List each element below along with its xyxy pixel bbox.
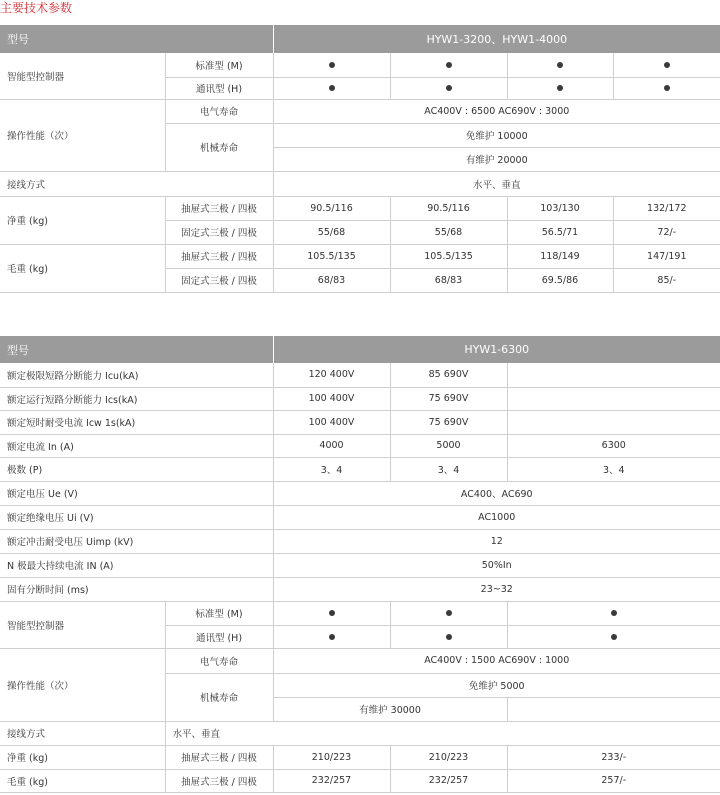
table-row <box>0 53 720 77</box>
electrical-life-value: AC400V : 1500 AC690V : 1000 <box>273 648 720 673</box>
net-weight-fixed-label: 固定式三极 / 四极 <box>165 220 273 244</box>
spec-table-hyw1-6300 <box>0 336 720 793</box>
table-cell: 85/- <box>613 268 720 292</box>
table-cell: 55/68 <box>390 220 507 244</box>
gross-weight-fixed-label: 固定式三极 / 四极 <box>165 268 273 292</box>
operation-label: 操作性能（次） <box>0 99 165 171</box>
table-cell: 3、4 <box>507 457 720 481</box>
table-row <box>0 196 720 220</box>
spec-table-hyw1-3200-4000 <box>0 25 720 293</box>
break-time-value: 23~32 <box>273 577 720 601</box>
n-pole-value: 50%In <box>273 553 720 577</box>
table-cell: 56.5/71 <box>507 220 613 244</box>
table-cell: 3、4 <box>390 457 507 481</box>
bullet-dot-icon <box>664 85 670 91</box>
table-cell: 75 690V <box>390 387 507 410</box>
table-cell: 75 690V <box>390 410 507 434</box>
ue-value: AC400、AC690 <box>273 481 720 505</box>
table-row <box>0 529 720 553</box>
net-weight-drawout-label: 抽屉式三极 / 四极 <box>165 196 273 220</box>
table-row <box>0 410 720 434</box>
table-cell: 100 400V <box>273 410 390 434</box>
table-row <box>0 505 720 529</box>
table-cell: 232/257 <box>390 769 507 792</box>
maintenance-free-value: 免维护 5000 <box>273 673 720 697</box>
table-cell: 232/257 <box>273 769 390 792</box>
controller-standard-label: 标准型 (M) <box>165 53 273 77</box>
ics-label: 额定运行短路分断能力 Ics(kA) <box>0 387 273 410</box>
net-weight-label: 净重 (kg) <box>0 745 165 769</box>
ui-label: 额定绝缘电压 Ui (V) <box>0 505 273 529</box>
table-row <box>0 601 720 625</box>
table-cell: 6300 <box>507 434 720 457</box>
break-time-label: 固有分断时间 (ms) <box>0 577 273 601</box>
ui-value: AC1000 <box>273 505 720 529</box>
uimp-label: 额定冲击耐受电压 Uimp (kV) <box>0 529 273 553</box>
header-model-value: HYW1-6300 <box>273 336 720 363</box>
mechanical-life-label: 机械寿命 <box>165 123 273 171</box>
bullet-dot-icon <box>329 85 335 91</box>
electrical-life-label: 电气寿命 <box>165 99 273 123</box>
wiring-value: 水平、垂直 <box>165 721 720 745</box>
ue-label: 额定电压 Ue (V) <box>0 481 273 505</box>
bullet-dot-icon <box>611 634 617 640</box>
in-label: 额定电流 In (A) <box>0 434 273 457</box>
table-cell: 5000 <box>390 434 507 457</box>
wiring-label: 接线方式 <box>0 171 273 196</box>
table-row <box>0 363 720 387</box>
bullet-dot-icon <box>329 62 335 68</box>
bullet-dot-icon <box>557 85 563 91</box>
table-cell: 69.5/86 <box>507 268 613 292</box>
controller-comm-label: 通讯型 (H) <box>165 77 273 99</box>
operation-label: 操作性能（次） <box>0 648 165 721</box>
gross-weight-label: 毛重 (kg) <box>0 769 165 792</box>
gross-weight-drawout-label: 抽屉式三极 / 四极 <box>165 244 273 268</box>
table-cell: 132/172 <box>613 196 720 220</box>
table-row <box>0 648 720 673</box>
bullet-dot-icon <box>611 610 617 616</box>
gross-weight-drawout-label: 抽屉式三极 / 四极 <box>165 769 273 792</box>
table-cell: 55/68 <box>273 220 390 244</box>
table-cell: 85 690V <box>390 363 507 387</box>
table-row <box>0 481 720 505</box>
table-row <box>0 244 720 268</box>
controller-label: 智能型控制器 <box>0 53 165 99</box>
table-cell: 105.5/135 <box>390 244 507 268</box>
header-model-label: 型号 <box>0 336 273 363</box>
electrical-life-label: 电气寿命 <box>165 648 273 673</box>
n-pole-label: N 极最大持续电流 IN (A) <box>0 553 273 577</box>
table-cell: 147/191 <box>613 244 720 268</box>
bullet-dot-icon <box>557 62 563 68</box>
header-model-value: HYW1-3200、HYW1-4000 <box>273 25 720 53</box>
table-cell: 210/223 <box>390 745 507 769</box>
net-weight-label: 净重 (kg) <box>0 196 165 244</box>
table-cell: 68/83 <box>273 268 390 292</box>
section-title: 主要技术参数 <box>0 1 73 15</box>
maintenance-free-value: 免维护 10000 <box>273 123 720 147</box>
table-cell: 4000 <box>273 434 390 457</box>
table-row <box>0 769 720 792</box>
table-row <box>0 553 720 577</box>
table-cell: 90.5/116 <box>390 196 507 220</box>
table-cell: 100 400V <box>273 387 390 410</box>
table-row <box>0 577 720 601</box>
table-cell: 257/- <box>507 769 720 792</box>
table-cell: 120 400V <box>273 363 390 387</box>
bullet-dot-icon <box>446 634 452 640</box>
gross-weight-label: 毛重 (kg) <box>0 244 165 292</box>
bullet-dot-icon <box>446 610 452 616</box>
table-header-row <box>0 25 720 53</box>
with-maintenance-value: 有维护 30000 <box>273 697 507 721</box>
table-row <box>0 387 720 410</box>
uimp-value: 12 <box>273 529 720 553</box>
mechanical-life-label: 机械寿命 <box>165 673 273 721</box>
bullet-dot-icon <box>329 634 335 640</box>
icw-label: 额定短时耐受电流 Icw 1s(kA) <box>0 410 273 434</box>
electrical-life-value: AC400V : 6500 AC690V : 3000 <box>273 99 720 123</box>
bullet-dot-icon <box>329 610 335 616</box>
table-row <box>0 745 720 769</box>
table-cell: 105.5/135 <box>273 244 390 268</box>
table-cell: 90.5/116 <box>273 196 390 220</box>
bullet-dot-icon <box>664 62 670 68</box>
table-cell: 72/- <box>613 220 720 244</box>
wiring-label: 接线方式 <box>0 721 165 745</box>
net-weight-drawout-label: 抽屉式三极 / 四极 <box>165 745 273 769</box>
table-cell: 103/130 <box>507 196 613 220</box>
with-maintenance-value: 有维护 20000 <box>273 147 720 171</box>
bullet-dot-icon <box>446 85 452 91</box>
bullet-dot-icon <box>446 62 452 68</box>
controller-comm-label: 通讯型 (H) <box>165 625 273 648</box>
controller-label: 智能型控制器 <box>0 601 165 648</box>
header-model-label: 型号 <box>0 25 273 53</box>
table-cell: 118/149 <box>507 244 613 268</box>
table-row <box>0 434 720 457</box>
table-row <box>0 171 720 196</box>
wiring-value: 水平、垂直 <box>273 171 720 196</box>
table-cell: 210/223 <box>273 745 390 769</box>
poles-label: 极数 (P) <box>0 457 273 481</box>
table-cell: 3、4 <box>273 457 390 481</box>
table-cell: 233/- <box>507 745 720 769</box>
table-cell: 68/83 <box>390 268 507 292</box>
table-header-row <box>0 336 720 363</box>
table-row <box>0 721 720 745</box>
controller-standard-label: 标准型 (M) <box>165 601 273 625</box>
icu-label: 额定极限短路分断能力 Icu(kA) <box>0 363 273 387</box>
table-row <box>0 99 720 123</box>
table-row <box>0 457 720 481</box>
